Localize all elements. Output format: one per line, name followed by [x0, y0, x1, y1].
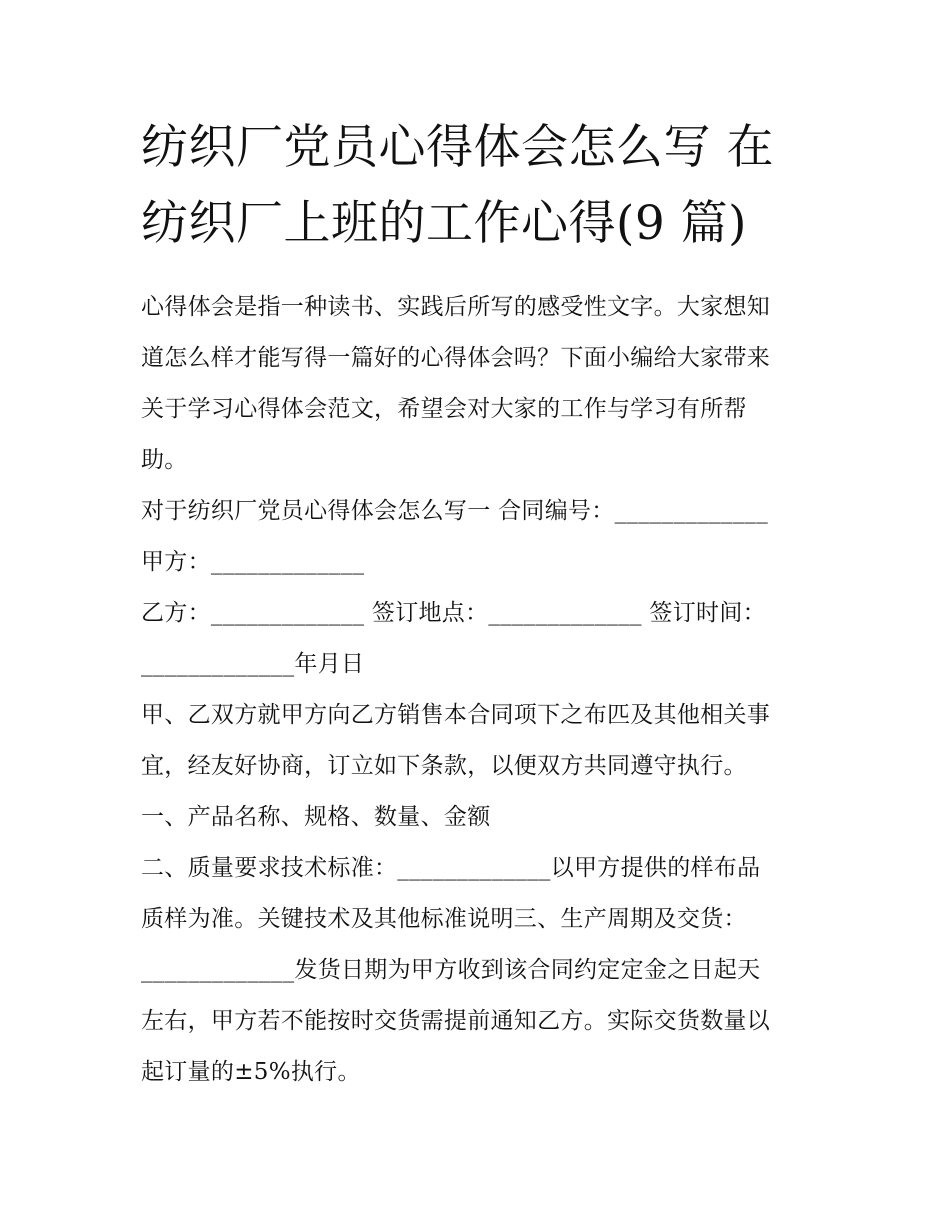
body-line: 助。: [141, 447, 188, 473]
date-line: _____________年月日: [141, 651, 365, 677]
body-line: 起订量的±5%执行。: [141, 1059, 361, 1085]
body-line: 心得体会是指一种读书、实践后所写的感受性文字。大家想知: [141, 294, 771, 320]
party-b-line: 乙方：_____________ 签订地点：_____________ 签订时间：: [141, 600, 766, 626]
document-body: [141, 282, 821, 1098]
body-line: _____________发货日期为甲方收到该合同约定定金之日起天: [141, 957, 761, 983]
document-title: [141, 110, 821, 262]
title-line: 纺织厂上班的工作心得(9 篇): [141, 196, 748, 251]
contract-number-line: 对于纺织厂党员心得体会怎么写一 合同编号：_____________: [141, 498, 769, 524]
clause-heading: 一、产品名称、规格、数量、金额: [141, 804, 491, 830]
body-line: 宜，经友好协商，订立如下条款，以便双方共同遵守执行。: [141, 753, 747, 779]
body-line: 关于学习心得体会范文，希望会对大家的工作与学习有所帮: [141, 396, 747, 422]
body-line: 左右，甲方若不能按时交货需提前通知乙方。实际交货数量以: [141, 1008, 771, 1034]
body-line: 甲、乙双方就甲方向乙方销售本合同项下之布匹及其他相关事: [141, 702, 771, 728]
body-line: 道怎么样才能写得一篇好的心得体会吗？下面小编给大家带来: [141, 345, 771, 371]
party-a-line: 甲方：_____________: [141, 549, 365, 575]
body-line: 质样为准。关键技术及其他标准说明三、生产周期及交货：: [141, 906, 747, 932]
title-line: 纺织厂党员心得体会怎么写 在: [141, 120, 774, 175]
clause-heading: 二、质量要求技术标准：_____________以甲方提供的样布品: [141, 855, 761, 881]
document-page: [141, 110, 821, 1098]
